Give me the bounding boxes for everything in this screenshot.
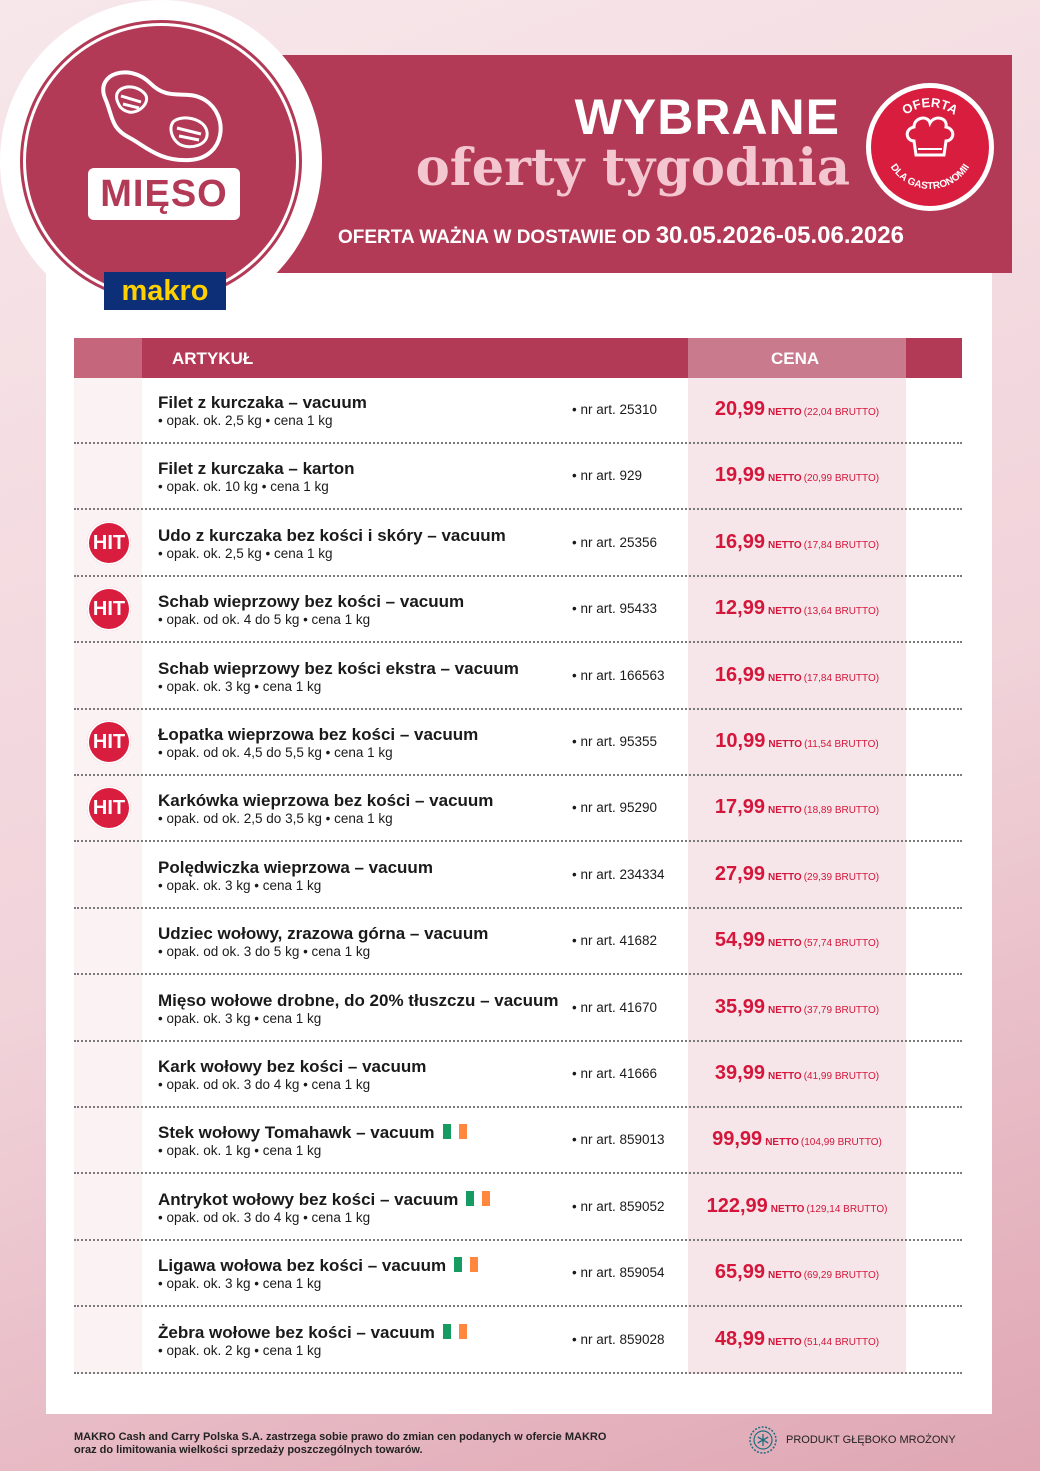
netto-label: NETTO xyxy=(767,673,802,684)
table-header-hit-cell xyxy=(74,338,142,378)
hit-badge: HIT xyxy=(87,587,131,631)
gross-price: (57,74 BRUTTO) xyxy=(803,938,880,949)
article-number: • nr art. 859052 xyxy=(572,1199,665,1214)
product-row xyxy=(74,976,962,1042)
frozen-label: PRODUKT GŁĘBOKO MROŻONY xyxy=(786,1434,956,1446)
product-name xyxy=(158,1123,467,1143)
net-price: 39,99 xyxy=(714,1062,765,1084)
product-row xyxy=(74,843,962,909)
frozen-legend xyxy=(748,1424,956,1456)
netto-label: NETTO xyxy=(767,1270,802,1281)
net-price: 16,99 xyxy=(714,531,765,553)
gross-price: (104,99 BRUTTO) xyxy=(800,1137,882,1148)
product-row xyxy=(74,1042,962,1108)
product-detail: • opak. od ok. 3 do 4 kg • cena 1 kg xyxy=(158,1210,371,1225)
product-row xyxy=(74,776,962,842)
product-name-text: Żebra wołowe bez kości – vacuum xyxy=(158,1323,435,1342)
netto-label: NETTO xyxy=(767,1005,802,1016)
hit-badge: HIT xyxy=(87,720,131,764)
product-name-text: Karkówka wieprzowa bez kości – vacuum xyxy=(158,791,494,810)
product-detail: • opak. ok. 3 kg • cena 1 kg xyxy=(158,1276,322,1291)
net-price: 99,99 xyxy=(712,1128,763,1150)
price-cell xyxy=(688,464,906,487)
gross-price: (129,14 BRUTTO) xyxy=(806,1204,888,1215)
offer-validity xyxy=(338,222,998,250)
article-number: • nr art. 95355 xyxy=(572,734,658,749)
net-price: 19,99 xyxy=(714,464,765,486)
netto-label: NETTO xyxy=(767,1337,802,1348)
gross-price: (22,04 BRUTTO) xyxy=(803,407,880,418)
article-number: • nr art. 929 xyxy=(572,468,643,483)
product-name xyxy=(158,1256,478,1276)
product-name-text: Łopatka wieprzowa bez kości – vacuum xyxy=(158,725,479,744)
product-detail: • opak. od ok. 3 do 4 kg • cena 1 kg xyxy=(158,1077,371,1092)
disclaimer xyxy=(74,1431,674,1457)
product-name-text: Udo z kurczaka bez kości i skóry – vacuum xyxy=(158,526,506,545)
product-detail: • opak. ok. 2,5 kg • cena 1 kg xyxy=(158,546,333,561)
product-row xyxy=(74,577,962,643)
subheadline: oferty tygodnia xyxy=(415,138,850,198)
gross-price: (18,89 BRUTTO) xyxy=(803,805,880,816)
net-price: 54,99 xyxy=(714,929,765,951)
header-article: ARTYKUŁ xyxy=(172,349,254,368)
product-name xyxy=(158,592,464,612)
product-row xyxy=(74,1241,962,1307)
price-cell xyxy=(688,1062,906,1085)
price-cell xyxy=(688,730,906,753)
product-detail: • opak. ok. 3 kg • cena 1 kg xyxy=(158,878,322,893)
steak-icon xyxy=(85,58,235,168)
gross-price: (17,84 BRUTTO) xyxy=(803,673,880,684)
netto-label: NETTO xyxy=(767,872,802,883)
price-cell xyxy=(688,996,906,1019)
hit-badge: HIT xyxy=(87,786,131,830)
product-name xyxy=(158,1190,490,1210)
article-number: • nr art. 859054 xyxy=(572,1265,665,1280)
product-detail: • opak. ok. 10 kg • cena 1 kg xyxy=(158,479,329,494)
article-number: • nr art. 41682 xyxy=(572,933,658,948)
net-price: 10,99 xyxy=(715,730,766,752)
table-header xyxy=(74,338,962,378)
net-price: 12,99 xyxy=(714,597,765,619)
product-name-text: Udziec wołowy, zrazowa górna – vacuum xyxy=(158,924,489,943)
product-detail: • opak. ok. 3 kg • cena 1 kg xyxy=(158,679,322,694)
gross-price: (29,39 BRUTTO) xyxy=(803,872,880,883)
article-number: • nr art. 95290 xyxy=(572,800,658,815)
product-detail: • opak. od ok. 3 do 5 kg • cena 1 kg xyxy=(158,944,371,959)
gross-price: (37,79 BRUTTO) xyxy=(803,1005,880,1016)
netto-label: NETTO xyxy=(767,473,802,484)
gross-price: (69,29 BRUTTO) xyxy=(803,1270,880,1281)
product-name xyxy=(158,991,559,1011)
irish-flag-icon xyxy=(454,1257,478,1272)
product-name xyxy=(158,791,493,811)
product-detail: • opak. ok. 2,5 kg • cena 1 kg xyxy=(158,413,333,428)
product-name-text: Mięso wołowe drobne, do 20% tłuszczu – vacuum xyxy=(158,991,559,1010)
product-name xyxy=(158,526,506,546)
product-name-text: Filet z kurczaka – karton xyxy=(158,459,355,478)
net-price: 16,99 xyxy=(714,664,765,686)
product-name xyxy=(158,393,367,413)
product-row xyxy=(74,644,962,710)
gross-price: (20,99 BRUTTO) xyxy=(803,473,880,484)
validity-label: OFERTA WAŻNA W DOSTAWIE OD xyxy=(338,227,651,248)
gross-price: (13,64 BRUTTO) xyxy=(803,606,880,617)
price-cell xyxy=(688,863,906,886)
article-number: • nr art. 166563 xyxy=(572,668,665,683)
product-name-text: Schab wieprzowy bez kości – vacuum xyxy=(158,592,465,611)
article-number: • nr art. 25310 xyxy=(572,402,658,417)
price-cell xyxy=(688,796,906,819)
validity-dates: 30.05.2026-05.06.2026 xyxy=(655,222,904,249)
product-name-text: Polędwiczka wieprzowa – vacuum xyxy=(158,858,433,877)
net-price: 20,99 xyxy=(714,398,765,420)
product-name-text: Filet z kurczaka – vacuum xyxy=(158,393,367,412)
product-row xyxy=(74,710,962,776)
svg-text:OFERTA xyxy=(899,95,961,118)
netto-label: NETTO xyxy=(767,407,802,418)
product-name xyxy=(158,1057,426,1077)
product-detail: • opak. ok. 1 kg • cena 1 kg xyxy=(158,1143,322,1158)
article-number: • nr art. 25356 xyxy=(572,535,658,550)
netto-label: NETTO xyxy=(767,805,802,816)
product-detail: • opak. od ok. 4 do 5 kg • cena 1 kg xyxy=(158,612,371,627)
price-cell xyxy=(688,398,906,421)
badge-text-top: OFERTA xyxy=(899,94,961,118)
product-detail: • opak. od ok. 4,5 do 5,5 kg • cena 1 kg xyxy=(158,745,393,760)
irish-flag-icon xyxy=(443,1324,467,1339)
article-number: • nr art. 41666 xyxy=(572,1066,658,1081)
gastronomy-badge xyxy=(866,83,994,211)
hit-badge: HIT xyxy=(87,521,131,565)
price-cell xyxy=(688,1195,906,1218)
net-price: 122,99 xyxy=(706,1195,768,1217)
product-row xyxy=(74,444,962,510)
article-number: • nr art. 41670 xyxy=(572,1000,658,1015)
product-detail: • opak. od ok. 2,5 do 3,5 kg • cena 1 kg xyxy=(158,811,393,826)
netto-label: NETTO xyxy=(770,1204,805,1215)
product-name xyxy=(158,725,478,745)
product-detail: • opak. ok. 2 kg • cena 1 kg xyxy=(158,1343,322,1358)
svg-text:DLA GASTRONOMII xyxy=(888,162,972,192)
gross-price: (51,44 BRUTTO) xyxy=(803,1337,880,1348)
gross-price: (11,54 BRUTTO) xyxy=(804,739,879,750)
product-name xyxy=(158,858,433,878)
product-name-text: Kark wołowy bez kości – vacuum xyxy=(158,1057,427,1076)
gross-price: (41,99 BRUTTO) xyxy=(803,1071,880,1082)
disclaimer-line-1: MAKRO Cash and Carry Polska S.A. zastrzega sobie prawo do zmian cen podanych w ofercie MAKRO xyxy=(74,1431,607,1443)
disclaimer-line-2: oraz do limitowania wielkości sprzedaży poszczególnych towarów. xyxy=(74,1444,423,1456)
headline: WYBRANE xyxy=(574,89,840,145)
product-name-text: Stek wołowy Tomahawk – vacuum xyxy=(158,1123,435,1142)
product-row xyxy=(74,1308,962,1374)
price-cell xyxy=(688,531,906,554)
makro-logo: makro xyxy=(104,272,226,310)
product-row xyxy=(74,909,962,975)
article-number: • nr art. 234334 xyxy=(572,867,665,882)
net-price: 65,99 xyxy=(714,1261,765,1283)
product-row xyxy=(74,1175,962,1241)
netto-label: NETTO xyxy=(767,938,802,949)
price-cell xyxy=(688,597,906,620)
price-cell xyxy=(688,664,906,687)
irish-flag-icon xyxy=(466,1191,490,1206)
header-price: CENA xyxy=(771,349,820,368)
net-price: 35,99 xyxy=(714,996,765,1018)
snowflake-icon xyxy=(748,1425,778,1455)
price-cell xyxy=(688,1128,906,1151)
netto-label: NETTO xyxy=(768,739,803,750)
net-price: 17,99 xyxy=(714,796,765,818)
irish-flag-icon xyxy=(443,1124,467,1139)
product-name-text: Antrykot wołowy bez kości – vacuum xyxy=(158,1190,459,1209)
gross-price: (17,84 BRUTTO) xyxy=(803,540,880,551)
netto-label: NETTO xyxy=(767,540,802,551)
chef-hat-icon xyxy=(866,83,994,211)
product-name-text: Ligawa wołowa bez kości – vacuum xyxy=(158,1256,447,1275)
badge-text-bottom: DLA GASTRONOMII xyxy=(887,162,973,193)
price-cell xyxy=(688,1328,906,1351)
product-detail: • opak. ok. 3 kg • cena 1 kg xyxy=(158,1011,322,1026)
product-name xyxy=(158,924,488,944)
price-cell xyxy=(688,929,906,952)
product-name xyxy=(158,659,519,679)
price-cell xyxy=(688,1261,906,1284)
article-number: • nr art. 95433 xyxy=(572,601,658,616)
product-row xyxy=(74,511,962,577)
netto-label: NETTO xyxy=(765,1137,799,1148)
net-price: 48,99 xyxy=(714,1328,765,1350)
article-number: • nr art. 859013 xyxy=(572,1132,665,1147)
net-price: 27,99 xyxy=(714,863,765,885)
product-row xyxy=(74,1108,962,1174)
netto-label: NETTO xyxy=(767,1071,802,1082)
product-name xyxy=(158,459,355,479)
product-name-text: Schab wieprzowy bez kości ekstra – vacuum xyxy=(158,659,519,678)
category-label: MIĘSO xyxy=(88,168,240,220)
netto-label: NETTO xyxy=(767,606,802,617)
article-number: • nr art. 859028 xyxy=(572,1332,665,1347)
product-row xyxy=(74,378,962,444)
product-name xyxy=(158,1323,467,1343)
